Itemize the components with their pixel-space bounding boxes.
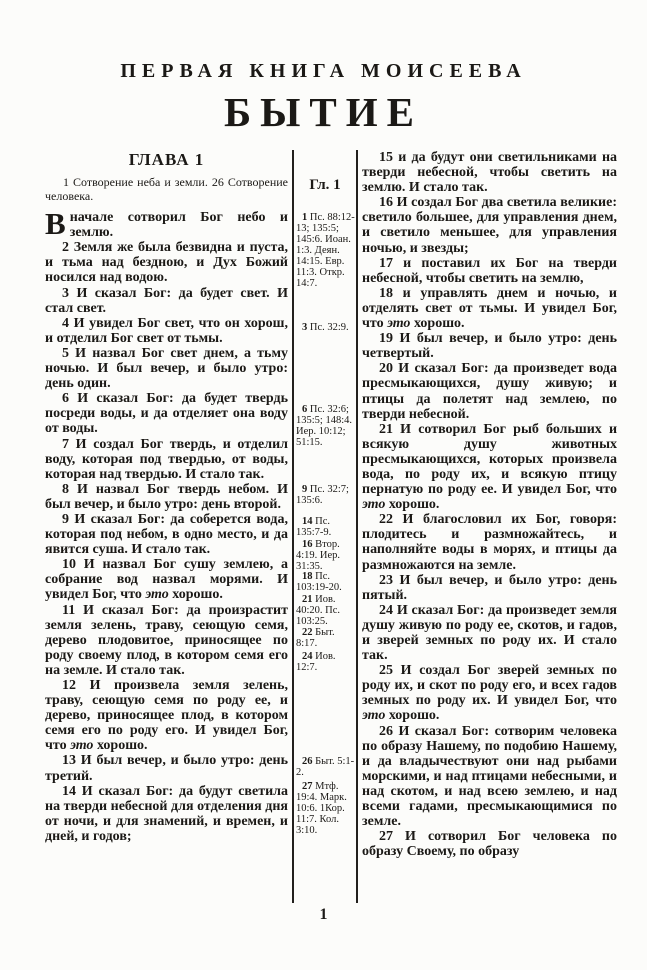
verse (362, 603, 617, 663)
reference-citations: Быт. 8:17. (296, 627, 335, 649)
left-verse-list (45, 240, 288, 844)
reference-group (296, 594, 355, 627)
verse-text-after: хорошо. (410, 316, 465, 332)
verse (45, 753, 288, 783)
verse (362, 422, 617, 513)
verse-text: И сказал Бог: сотворим человека по образу Нашему, по подобию Нашему, и да владычествуют они над рыбами морскими, и над птицами небесными, и над скотом, и над всею землею, и над всеми гадами, пресмыкающимися по земле. (362, 723, 617, 830)
right-verse-list (362, 150, 617, 859)
verse-text: И увидел Бог свет, что он хорош, и отделил Бог свет от тьмы. (45, 315, 288, 346)
verse-number: 5 (62, 345, 69, 361)
verse (362, 361, 617, 421)
reference-verse-number: 27 (302, 781, 313, 792)
reference-citations: Пс. 88:12-13; 135:5; 145:6. Иоан. 1:3. Деян. 14:15. Евр. 11:3. Откр. 14:7. (296, 212, 355, 289)
cross-reference-column (295, 150, 355, 908)
verse-text: и управлять днем и ночью, и отделять свет от тьмы. И увидел Бог, что (362, 285, 617, 332)
reference-verse-number: 1 (302, 212, 308, 223)
verse-text-after: хорошо. (168, 587, 223, 603)
reference-citations: Мтф. 19:4. Марк. 10:6. 1Кор. 11:7. Кол. 3:10. (296, 781, 347, 836)
verse-number: 2 (62, 240, 69, 256)
verse-number: 18 (379, 285, 393, 301)
column-rule-left (292, 150, 294, 903)
verse-number: 3 (62, 285, 69, 301)
verse (362, 195, 617, 255)
reference-citations: Пс. 32:9. (309, 322, 349, 333)
reference-group (296, 627, 355, 649)
verse-text: И назвал Бог сушу землею, а собрание вод назвал морями. И увидел Бог, что (45, 557, 288, 603)
reference-verse-number: 21 (302, 594, 313, 605)
verse-text: и поставил их Бог на тверди небесной, чтобы светить на землю, (362, 255, 617, 286)
reference-group (296, 539, 355, 572)
verse-text: И создал Бог твердь, и отделил воду, которая под твердью, от воды, которая над твердью. И стало так. (45, 436, 288, 482)
reference-citations: Быт. 5:1-2. (296, 756, 355, 778)
reference-verse-number: 22 (302, 627, 313, 638)
verse-number: 6 (62, 391, 69, 407)
verse-text: И сказал Бог: да произведет земля душу живую по роду ее, скотов, и гадов, и зверей земных по роду их. И стало так. (362, 602, 617, 664)
verse-text: И произвела земля зелень, траву, сеющую семя по роду ее, и дерево, приносящее плод, в котором семя его по роду его. И увидел Бог, что (45, 678, 288, 754)
page-number: 1 (319, 906, 328, 923)
verse (362, 286, 617, 331)
verse-text: И сотворил Бог рыб больших и всякую душу животных пресмыкающихся, которых произвела вода, по роду их, и всякую птицу пернатую по роду ее. И увидел Бог, что (362, 421, 617, 498)
verse (45, 437, 288, 482)
reference-group (296, 516, 355, 538)
reference-citations: Втор. 4:19. Иер. 31:35. (296, 539, 341, 572)
verse-text: И сказал Бог: да будут светила на тверди небесной для отделения дня от ночи, и для знамений, и времен, и дней, и годов; (45, 783, 288, 844)
reference-citations: Иов. 12:7. (296, 651, 336, 673)
reference-citations: Пс. 103:19-20. (296, 571, 342, 593)
verse-emphasis: это (387, 316, 411, 332)
reference-group (296, 484, 355, 506)
verse-number: 27 (379, 829, 393, 845)
verse-text: И сказал Бог: да будет твердь посреди воды, и да отделяет она воду от воды. (45, 391, 288, 437)
verse-text: И сотворил Бог человека по образу Своему, по образу (362, 829, 617, 860)
verse-text: И назвал Бог твердь небом. И был вечер, и было утро: день второй. (45, 481, 288, 512)
verse (362, 256, 617, 286)
verse-text: начале сотворил Бог небо и землю. (69, 210, 288, 241)
verse (362, 573, 617, 603)
verse-text-after: хорошо. (93, 738, 148, 754)
reference-group (296, 404, 355, 448)
verse (45, 316, 288, 346)
verse-text: И благословил их Бог, говоря: плодитесь и размножайтесь, и наполняйте воды в морях, и птицы да размножаются на земле. (362, 512, 617, 573)
column-rule-right (356, 150, 358, 903)
verse-number: 19 (379, 331, 393, 347)
verse (362, 724, 617, 830)
verse-number: 10 (62, 557, 76, 573)
chapter-summary: 1 Сотворение неба и земли. 26 Сотворение человека. (45, 175, 288, 203)
verse-text: И сказал Бог: да будет свет. И стал свет. (45, 285, 288, 316)
verse (45, 512, 288, 557)
verse (45, 286, 288, 316)
verse-text: Земля же была безвидна и пуста, и тьма над бездною, и Дух Божий носился над водою. (45, 240, 288, 286)
reference-chapter-heading: Гл. 1 (309, 177, 341, 193)
verse (362, 331, 617, 361)
verse-text-after: хорошо. (385, 708, 440, 724)
verse (45, 391, 288, 436)
verse (45, 557, 288, 602)
verse-number: 15 (379, 150, 393, 165)
verse-number: 16 (379, 195, 393, 211)
verse (362, 512, 617, 572)
verse-text: И назвал Бог свет днем, а тьму ночью. И был вечер, и было утро: день один. (45, 345, 288, 392)
verse-number: 12 (62, 678, 76, 693)
verse-number: 4 (62, 315, 69, 331)
verse-opening (45, 206, 288, 242)
verse-number: 8 (62, 481, 69, 497)
reference-verse-number: 16 (302, 539, 313, 550)
verse-number: 14 (62, 783, 76, 799)
verse-text-after: хорошо. (385, 497, 440, 513)
verse-text: И был вечер, и было утро: день пятый. (362, 572, 617, 603)
reference-group (296, 781, 355, 836)
verse-text: И создал Бог два светила великие: светило большее, для управления днем, и светило меньшее, для управления ночью, и звезды; (362, 195, 617, 256)
reference-citations: Иов. 40:20. Пс. 103:25. (296, 594, 341, 627)
verse (362, 829, 617, 859)
verse-number: 7 (62, 436, 69, 452)
verse-text: И был вечер, и было утро: день четвертый. (362, 331, 617, 362)
verse-number: 21 (379, 421, 393, 437)
verse (45, 784, 288, 844)
verse-number: 17 (379, 255, 393, 271)
verse-text: И сказал Бог: да произрастит земля зелень, траву, сеющую семя, дерево плодовитое, приносящее по роду своему плод, в котором семя его на земле. И стало так. (45, 602, 288, 678)
book-title: БЫТИЕ (224, 89, 423, 135)
reference-verse-number: 18 (302, 571, 313, 582)
verse-number: 26 (379, 723, 393, 739)
verse (362, 663, 617, 723)
verse (45, 603, 288, 678)
verse-number: 20 (379, 361, 393, 377)
verse-text: и да будут они светильниками на тверди небесной, чтобы светить на землю. И стало так. (362, 150, 617, 196)
verse-number: 13 (62, 753, 76, 769)
drop-cap: В (45, 206, 66, 242)
verse-text: И создал Бог зверей земных по роду их, и скот по роду его, и всех гадов земных по роду их. И увидел Бог, что (362, 663, 617, 709)
reference-group (296, 212, 355, 289)
verse-number: 9 (62, 511, 69, 527)
reference-verse-number: 26 (302, 756, 313, 767)
verse-emphasis: это (70, 738, 94, 754)
verse-emphasis: это (362, 497, 386, 513)
right-column (362, 150, 617, 908)
reference-group (296, 571, 355, 593)
reference-citations: Пс. 32:7; 135:6. (296, 484, 349, 506)
reference-citations: Пс. 135:7-9. (296, 516, 332, 538)
verse-text: И сказал Бог: да соберется вода, которая под небом, в одно место, и да явится суша. И стало так. (45, 511, 288, 558)
verse (45, 240, 288, 285)
verse (362, 150, 617, 195)
reference-group (296, 322, 355, 333)
reference-group (296, 651, 355, 673)
reference-group (296, 756, 355, 778)
verse (45, 482, 288, 512)
chapter-heading: ГЛАВА 1 (128, 150, 205, 169)
reference-citations: Пс. 32:6; 135:5; 148:4. Иер. 10:12; 51:15. (296, 404, 353, 448)
reference-verse-number: 14 (302, 516, 313, 527)
reference-verse-number: 3 (302, 322, 308, 333)
verse (45, 346, 288, 391)
verse-emphasis: это (145, 587, 169, 603)
left-column (45, 150, 288, 908)
verse-text: И сказал Бог: да произведет вода пресмыкающихся, душу живую; и птицы да полетят над землею, по тверди небесной. (362, 361, 617, 422)
reference-verse-number: 6 (302, 404, 308, 415)
verse-text: И был вечер, и было утро: день третий. (45, 753, 288, 784)
reference-verse-number: 9 (302, 484, 308, 495)
verse-number: 24 (379, 602, 393, 618)
verse-number: 22 (379, 512, 393, 528)
verse-number: 25 (379, 663, 393, 679)
verse-number: 11 (62, 602, 76, 618)
book-header: ПЕРВАЯ КНИГА МОИСЕЕВА (120, 60, 527, 82)
reference-verse-number: 24 (302, 651, 313, 662)
verse-number: 23 (379, 572, 393, 588)
verse-emphasis: это (362, 708, 386, 724)
verse (45, 678, 288, 753)
